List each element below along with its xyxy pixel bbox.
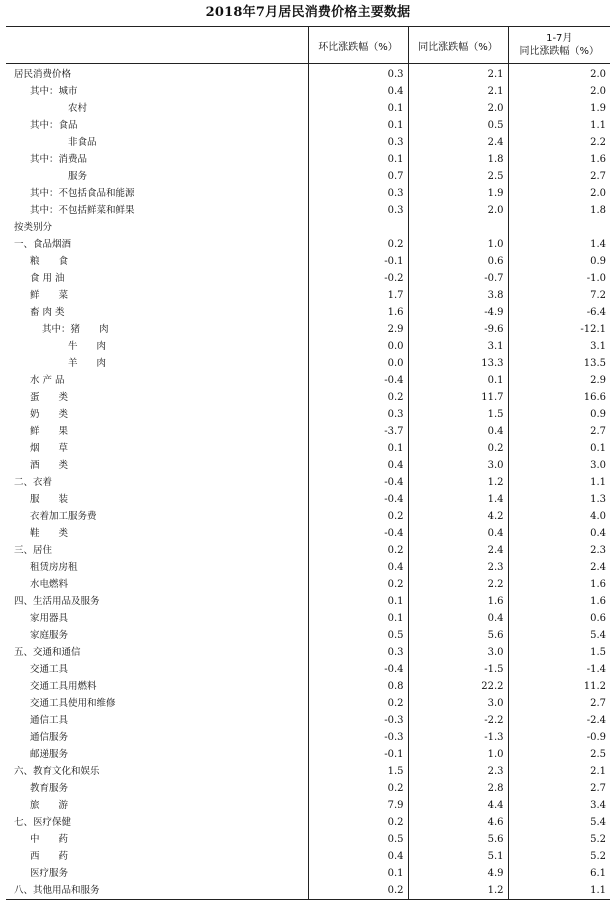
row-value-mom: 0.0 [308, 338, 408, 355]
header-label-cell [6, 27, 308, 64]
row-label: 牛 肉 [68, 341, 107, 352]
row-value-ytd: 16.6 [508, 389, 610, 406]
row-value-ytd: 0.1 [508, 440, 610, 457]
table-row [6, 151, 610, 168]
row-label: 通信工具 [30, 715, 69, 726]
row-label: 家庭服务 [30, 630, 69, 641]
table-row [6, 423, 610, 440]
row-value-ytd: 7.2 [508, 287, 610, 304]
table-row [6, 304, 610, 321]
row-label: 其中：食品 [30, 120, 78, 131]
table-body [6, 64, 610, 900]
row-value-yoy: 3.8 [408, 287, 508, 304]
row-label: 教育服务 [30, 783, 69, 794]
row-label: 畜 肉 类 [30, 307, 65, 318]
row-value-mom: -0.4 [308, 661, 408, 678]
row-label: 服务 [68, 171, 88, 182]
row-value-yoy: 2.5 [408, 168, 508, 185]
row-value-mom: 0.3 [308, 64, 408, 84]
row-label: 一、食品烟酒 [14, 239, 72, 250]
row-value-ytd: 0.4 [508, 525, 610, 542]
row-value-mom: 0.7 [308, 168, 408, 185]
row-value-ytd: 4.0 [508, 508, 610, 525]
row-value-ytd: 2.0 [508, 64, 610, 84]
row-value-mom: -0.4 [308, 372, 408, 389]
row-value-yoy: 5.1 [408, 848, 508, 865]
row-label: 租赁房房租 [30, 562, 78, 573]
row-value-yoy: 4.2 [408, 508, 508, 525]
row-value-mom: 0.3 [308, 134, 408, 151]
row-label: 五、交通和通信 [14, 647, 81, 658]
row-value-ytd: -6.4 [508, 304, 610, 321]
table-row [6, 64, 610, 84]
row-value-mom: 0.1 [308, 151, 408, 168]
row-value-mom: -0.1 [308, 746, 408, 763]
header-ytd [508, 27, 610, 64]
row-value-ytd: 2.4 [508, 559, 610, 576]
row-value-mom: 0.2 [308, 695, 408, 712]
row-value-yoy: 1.2 [408, 474, 508, 491]
row-value-yoy: -4.9 [408, 304, 508, 321]
row-label: 交通工具使用和维修 [30, 698, 116, 709]
document-page [6, 0, 610, 900]
table-row [6, 372, 610, 389]
row-label: 旅 游 [30, 800, 69, 811]
row-value-mom: 0.1 [308, 865, 408, 882]
row-value-mom: 1.7 [308, 287, 408, 304]
row-value-yoy: 2.3 [408, 763, 508, 780]
row-value-ytd: 1.3 [508, 491, 610, 508]
table-row [6, 712, 610, 729]
table-row [6, 831, 610, 848]
table-row [6, 576, 610, 593]
row-value-yoy: 2.4 [408, 542, 508, 559]
row-label: 三、居住 [14, 545, 53, 556]
row-value-mom: -0.4 [308, 525, 408, 542]
row-value-mom: -0.3 [308, 729, 408, 746]
table-row [6, 253, 610, 270]
row-label: 交通工具用燃料 [30, 681, 97, 692]
row-value-mom: 0.2 [308, 882, 408, 900]
row-label: 其中：消费品 [30, 154, 88, 165]
row-value-ytd: 2.2 [508, 134, 610, 151]
row-value-mom: -0.4 [308, 491, 408, 508]
row-value-yoy: 11.7 [408, 389, 508, 406]
table-row [6, 610, 610, 627]
row-value-mom: 0.0 [308, 355, 408, 372]
row-label: 二、衣着 [14, 477, 53, 488]
row-value-yoy: 0.5 [408, 117, 508, 134]
row-label: 邮递服务 [30, 749, 69, 760]
table-row [6, 389, 610, 406]
row-value-mom: 0.2 [308, 236, 408, 253]
row-value-mom: 0.3 [308, 202, 408, 219]
table-row [6, 644, 610, 661]
row-value-mom: 2.9 [308, 321, 408, 338]
row-label: 羊 肉 [68, 358, 107, 369]
row-value-yoy: -1.5 [408, 661, 508, 678]
row-value-yoy: 0.6 [408, 253, 508, 270]
row-value-ytd: 2.5 [508, 746, 610, 763]
row-value-mom: -0.2 [308, 270, 408, 287]
row-value-ytd: 2.7 [508, 168, 610, 185]
row-value-yoy: 5.6 [408, 627, 508, 644]
row-label: 四、生活用品及服务 [14, 596, 100, 607]
row-value-ytd: 2.9 [508, 372, 610, 389]
table-row [6, 882, 610, 900]
row-value-ytd: 1.4 [508, 236, 610, 253]
row-value-mom: -3.7 [308, 423, 408, 440]
row-value-yoy: 1.2 [408, 882, 508, 900]
row-value-mom: 0.2 [308, 508, 408, 525]
row-value-yoy: 2.1 [408, 83, 508, 100]
table-row [6, 236, 610, 253]
row-value-mom: 0.1 [308, 610, 408, 627]
row-value-mom: 0.1 [308, 440, 408, 457]
table-row [6, 797, 610, 814]
row-value-yoy: 4.6 [408, 814, 508, 831]
row-value-mom: 1.5 [308, 763, 408, 780]
table-row [6, 848, 610, 865]
row-label: 烟 草 [30, 443, 69, 454]
row-value-ytd: 6.1 [508, 865, 610, 882]
row-value-mom: 0.1 [308, 117, 408, 134]
table-row [6, 219, 610, 236]
row-value-ytd: 2.0 [508, 83, 610, 100]
row-value-yoy: 1.5 [408, 406, 508, 423]
table-row [6, 168, 610, 185]
row-value-mom: 0.3 [308, 644, 408, 661]
table-row [6, 440, 610, 457]
table-row [6, 865, 610, 882]
row-label: 酒 类 [30, 460, 69, 471]
row-value-yoy: 0.1 [408, 372, 508, 389]
row-value-yoy: 2.1 [408, 64, 508, 84]
row-value-mom: 0.2 [308, 814, 408, 831]
row-value-ytd: 1.6 [508, 576, 610, 593]
row-value-mom: 0.5 [308, 627, 408, 644]
row-label: 水 产 品 [30, 375, 65, 386]
row-value-yoy: 1.9 [408, 185, 508, 202]
cpi-table [6, 26, 610, 900]
table-row [6, 134, 610, 151]
row-label: 通信服务 [30, 732, 69, 743]
row-value-mom: -0.3 [308, 712, 408, 729]
row-value-yoy: 22.2 [408, 678, 508, 695]
row-label: 八、其他用品和服务 [6, 882, 308, 900]
row-value-ytd: 2.3 [508, 542, 610, 559]
row-value-ytd: -1.0 [508, 270, 610, 287]
row-value-ytd: 0.9 [508, 253, 610, 270]
row-label: 其中：不包括食品和能源 [30, 188, 135, 199]
header-ytd-line1: 1-7月 [546, 33, 573, 44]
row-value-ytd: -12.1 [508, 321, 610, 338]
row-value-ytd: 5.2 [508, 831, 610, 848]
row-value-mom [308, 219, 408, 236]
row-value-yoy: -9.6 [408, 321, 508, 338]
row-value-ytd: -2.4 [508, 712, 610, 729]
row-value-yoy: 3.1 [408, 338, 508, 355]
row-value-mom: 0.2 [308, 780, 408, 797]
row-label: 奶 类 [30, 409, 69, 420]
row-value-yoy: 1.8 [408, 151, 508, 168]
row-label: 交通工具 [30, 664, 69, 675]
table-header-row [6, 27, 610, 64]
row-value-mom: 0.4 [308, 848, 408, 865]
row-value-yoy: 2.0 [408, 202, 508, 219]
row-value-ytd: 13.5 [508, 355, 610, 372]
table-row [6, 355, 610, 372]
row-value-ytd: 2.1 [508, 763, 610, 780]
row-value-mom: 0.8 [308, 678, 408, 695]
row-label: 六、教育文化和娱乐 [14, 766, 100, 777]
table-row [6, 491, 610, 508]
row-value-yoy [408, 219, 508, 236]
table-row [6, 100, 610, 117]
row-label: 食 用 油 [30, 273, 65, 284]
header-yoy: 同比涨跌幅（%） [408, 27, 508, 64]
row-value-yoy: 5.6 [408, 831, 508, 848]
table-row [6, 270, 610, 287]
row-value-yoy: 4.4 [408, 797, 508, 814]
row-label: 其中：城市 [30, 86, 78, 97]
row-label: 西 药 [30, 851, 69, 862]
row-value-yoy: -1.3 [408, 729, 508, 746]
row-value-yoy: 1.6 [408, 593, 508, 610]
row-value-ytd: 1.1 [508, 117, 610, 134]
table-row [6, 746, 610, 763]
page-title: 2018年7月居民消费价格主要数据 [205, 5, 411, 20]
row-value-yoy: 4.9 [408, 865, 508, 882]
row-label: 其中：不包括鲜菜和鲜果 [30, 205, 135, 216]
row-value-ytd: 2.7 [508, 780, 610, 797]
table-row [6, 202, 610, 219]
header-mom: 环比涨跌幅（%） [308, 27, 408, 64]
table-row [6, 593, 610, 610]
row-value-mom: -0.4 [308, 474, 408, 491]
row-value-ytd: 1.9 [508, 100, 610, 117]
table-row [6, 559, 610, 576]
row-value-ytd: 3.1 [508, 338, 610, 355]
row-value-yoy: 1.0 [408, 236, 508, 253]
row-label: 中 药 [30, 834, 69, 845]
row-value-yoy: 2.3 [408, 559, 508, 576]
row-value-mom: 0.5 [308, 831, 408, 848]
row-value-mom: 0.2 [308, 576, 408, 593]
row-value-ytd: -0.9 [508, 729, 610, 746]
row-value-yoy: 3.0 [408, 644, 508, 661]
table-row [6, 780, 610, 797]
row-value-yoy: 2.0 [408, 100, 508, 117]
row-value-yoy: 3.0 [408, 457, 508, 474]
table-row [6, 474, 610, 491]
row-value-ytd: -1.4 [508, 661, 610, 678]
row-value-mom: 0.4 [308, 559, 408, 576]
row-value-yoy: 0.4 [408, 610, 508, 627]
row-value-mom: 1.6 [308, 304, 408, 321]
row-value-ytd: 1.6 [508, 151, 610, 168]
row-value-mom: 0.2 [308, 389, 408, 406]
row-value-ytd: 2.7 [508, 695, 610, 712]
row-label: 居民消费价格 [14, 69, 72, 80]
row-value-mom: 7.9 [308, 797, 408, 814]
row-value-mom: 0.3 [308, 406, 408, 423]
table-row [6, 678, 610, 695]
row-value-yoy: 0.2 [408, 440, 508, 457]
row-value-mom: -0.1 [308, 253, 408, 270]
row-label: 水电燃料 [30, 579, 69, 590]
row-value-ytd: 0.9 [508, 406, 610, 423]
table-row [6, 695, 610, 712]
row-value-ytd: 5.2 [508, 848, 610, 865]
table-row [6, 406, 610, 423]
row-label: 鞋 类 [30, 528, 69, 539]
row-value-ytd: 5.4 [508, 814, 610, 831]
row-value-yoy: 0.4 [408, 525, 508, 542]
row-value-mom: 0.2 [308, 542, 408, 559]
row-value-mom: 0.1 [308, 593, 408, 610]
row-value-ytd: 1.6 [508, 593, 610, 610]
row-value-ytd: 3.0 [508, 457, 610, 474]
table-row [6, 661, 610, 678]
row-value-ytd: 1.5 [508, 644, 610, 661]
row-value-yoy: -2.2 [408, 712, 508, 729]
row-value-mom: 0.4 [308, 457, 408, 474]
row-value-ytd: 5.4 [508, 627, 610, 644]
table-row [6, 457, 610, 474]
row-label: 服 装 [30, 494, 69, 505]
row-value-ytd [508, 219, 610, 236]
row-label: 鲜 菜 [30, 290, 69, 301]
row-value-yoy: 3.0 [408, 695, 508, 712]
table-row [6, 338, 610, 355]
table-row [6, 508, 610, 525]
table-row [6, 542, 610, 559]
row-value-mom: 0.4 [308, 83, 408, 100]
table-row [6, 287, 610, 304]
row-value-ytd: 1.1 [508, 474, 610, 491]
row-value-yoy: 0.4 [408, 423, 508, 440]
table-row [6, 729, 610, 746]
row-value-yoy: 2.2 [408, 576, 508, 593]
row-value-yoy: 1.0 [408, 746, 508, 763]
row-label: 鲜 果 [30, 426, 69, 437]
row-value-yoy: 2.4 [408, 134, 508, 151]
row-label: 按类别分 [14, 222, 53, 233]
row-value-ytd: 1.8 [508, 202, 610, 219]
row-label: 衣着加工服务费 [30, 511, 97, 522]
row-value-ytd: 11.2 [508, 678, 610, 695]
row-label: 农村 [68, 103, 88, 114]
row-value-yoy: 13.3 [408, 355, 508, 372]
row-label: 其中：猪 肉 [42, 324, 109, 335]
row-label: 医疗服务 [30, 868, 69, 879]
row-value-mom: 0.1 [308, 100, 408, 117]
row-label: 粮 食 [30, 256, 69, 267]
row-value-ytd: 2.0 [508, 185, 610, 202]
table-row [6, 117, 610, 134]
header-ytd-line2: 同比涨跌幅（%） [519, 46, 599, 57]
row-value-yoy: -0.7 [408, 270, 508, 287]
row-value-ytd: 2.7 [508, 423, 610, 440]
table-row [6, 627, 610, 644]
table-row [6, 525, 610, 542]
row-value-ytd: 1.1 [508, 882, 610, 900]
row-label: 蛋 类 [30, 392, 69, 403]
table-row [6, 83, 610, 100]
row-label: 家用器具 [30, 613, 69, 624]
row-label: 七、医疗保健 [14, 817, 72, 828]
row-value-ytd: 3.4 [508, 797, 610, 814]
row-label: 非食品 [68, 137, 97, 148]
table-row [6, 814, 610, 831]
row-value-mom: 0.3 [308, 185, 408, 202]
row-value-ytd: 0.6 [508, 610, 610, 627]
row-value-yoy: 1.4 [408, 491, 508, 508]
table-row [6, 185, 610, 202]
table-row [6, 763, 610, 780]
row-value-yoy: 2.8 [408, 780, 508, 797]
table-row [6, 321, 610, 338]
